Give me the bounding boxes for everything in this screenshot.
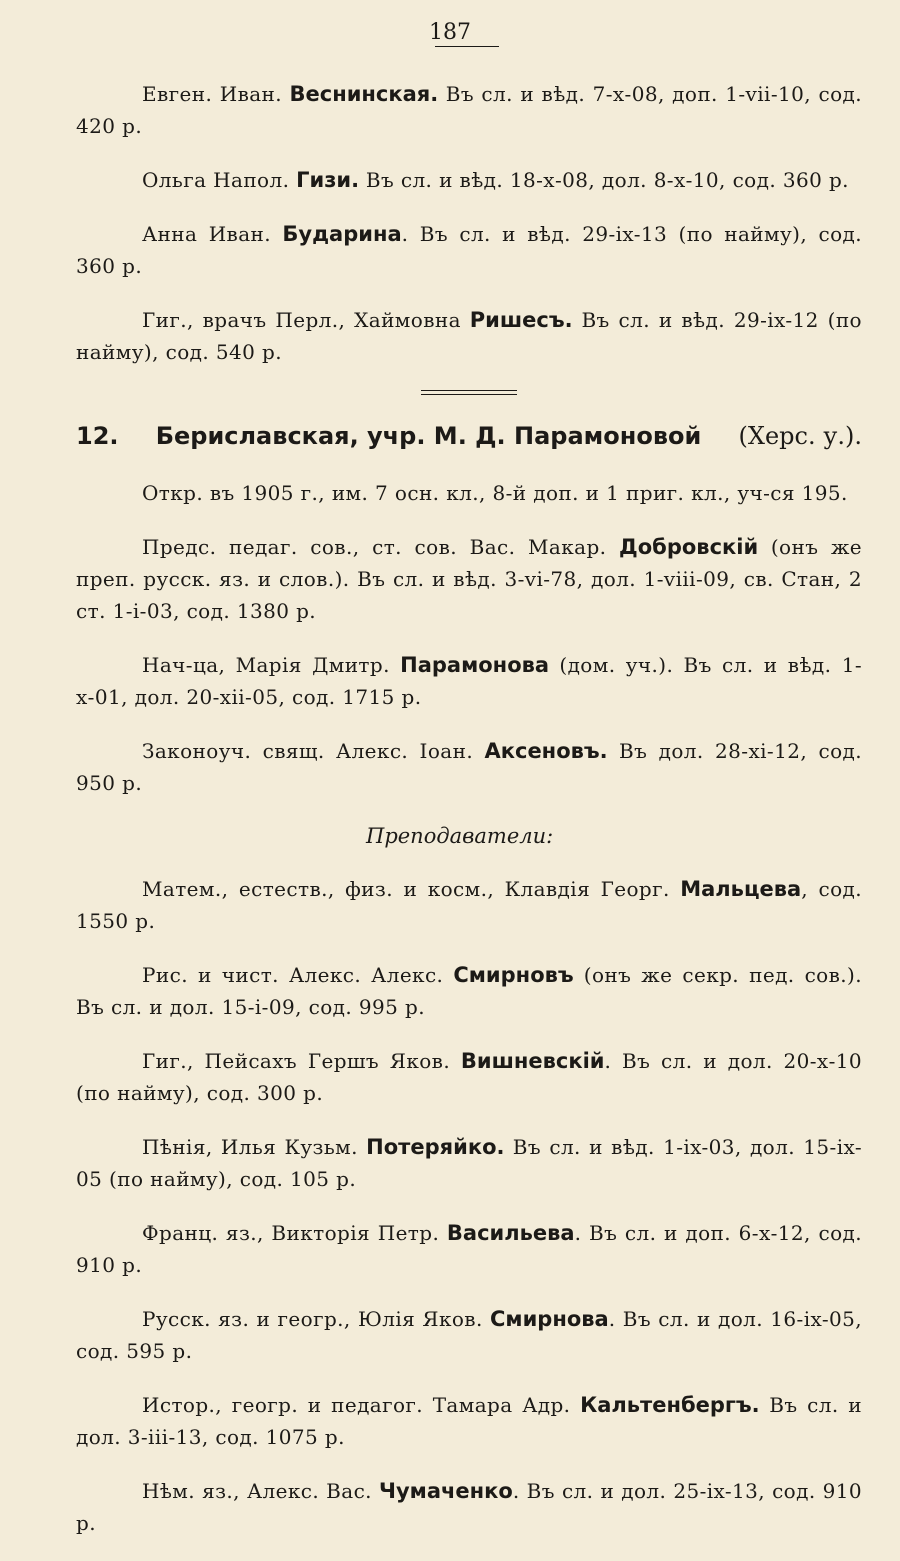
entry-paragraph bbox=[76, 78, 862, 142]
entry-text: Рис. и чист. Алекс. Алекс. bbox=[142, 963, 454, 987]
entry-details: Въ сл. и вѣд. 18-х-08, дол. 8-х-10, сод. 360 р. bbox=[359, 168, 849, 192]
section-district: (Херс. у.). bbox=[738, 422, 862, 450]
entry-paragraph bbox=[76, 164, 862, 196]
entry-surname: Парамонова bbox=[400, 653, 550, 677]
entry-paragraph bbox=[76, 531, 862, 627]
entry-text: Нѣм. яз., Алекс. Вас. bbox=[142, 1479, 379, 1503]
entry-paragraph bbox=[76, 477, 862, 509]
entry-surname: Вишневскій bbox=[460, 1049, 605, 1073]
entry-text: Предс. педаг. сов., ст. сов. Вас. Макар. bbox=[142, 535, 620, 559]
entry-details: (дом. уч.). Въ сл. и вѣд. 1-х-01, дол. 20-xii-05, сод. 1715 р. bbox=[76, 653, 862, 709]
entry-paragraph bbox=[76, 1303, 862, 1367]
entry-surname: Мальцева bbox=[680, 877, 802, 901]
entry-text: Гиг., врачъ Перл., Хаймовна bbox=[142, 308, 470, 332]
main-entries bbox=[76, 477, 862, 799]
entry-text: Гиг., Пейсахъ Гершъ Яков. bbox=[142, 1049, 461, 1073]
entry-details: Въ сл. и вѣд. 7-х-08, доп. 1-vii-10, сод. 420 р. bbox=[76, 82, 862, 138]
entry-paragraph bbox=[76, 1389, 862, 1453]
entry-paragraph bbox=[76, 959, 862, 1023]
entry-paragraph bbox=[76, 1045, 862, 1109]
entry-text: Откр. въ 1905 г., им. 7 осн. кл., 8-й доп. и 1 приг. кл., уч-ся 195. bbox=[142, 481, 848, 505]
entry-surname: Смирновъ bbox=[453, 963, 574, 987]
teachers-heading: Преподаватели: bbox=[366, 824, 554, 848]
entry-details: (онъ же преп. русск. яз. и слов.). Въ сл. и вѣд. 3-vi-78, дол. 1-viii-09, св. Стан, 2 ст. 1-i-03, сод. 1380 р. bbox=[76, 535, 862, 623]
entry-text: Русск. яз. и геогр., Юлія Яков. bbox=[142, 1307, 490, 1331]
entry-text: Евген. Иван. bbox=[142, 82, 290, 106]
entry-details: Въ сл. и дол. 3-iii-13, сод. 1075 р. bbox=[76, 1393, 862, 1449]
section-heading bbox=[76, 419, 862, 453]
entry-surname: Бударина bbox=[282, 222, 402, 246]
section-number: 12. bbox=[76, 422, 119, 450]
entry-text: Нач-ца, Марія Дмитр. bbox=[142, 653, 401, 677]
entry-details: . Въ сл. и вѣд. 29-ix-13 (по найму), сод. 360 р. bbox=[76, 222, 862, 278]
entry-paragraph bbox=[76, 1131, 862, 1195]
page-number: 187 bbox=[429, 20, 471, 45]
entry-text: Пѣнія, Илья Кузьм. bbox=[142, 1135, 367, 1159]
entry-details: . Въ сл. и дол. 20-х-10 (по найму), сод. 300 р. bbox=[76, 1049, 862, 1105]
entry-text: Франц. яз., Викторія Петр. bbox=[142, 1221, 447, 1245]
entry-text: Матем., естеств., физ. и косм., Клавдія Георг. bbox=[142, 877, 681, 901]
entry-details: Въ сл. и вѣд. 29-ix-12 (по найму), сод. 540 р. bbox=[76, 308, 862, 364]
entry-text: Истор., геогр. и педагог. Тамара Адр. bbox=[142, 1393, 581, 1417]
entry-details: , сод. 1550 р. bbox=[76, 877, 862, 933]
entry-surname: Васильева bbox=[446, 1221, 575, 1245]
entry-text: Законоуч. свящ. Алекс. Іоан. bbox=[142, 739, 485, 763]
page-content bbox=[76, 78, 862, 1561]
entry-paragraph bbox=[76, 218, 862, 282]
entry-surname: Кальтенбергъ. bbox=[580, 1393, 760, 1417]
entry-surname: Добровскій bbox=[619, 535, 759, 559]
entry-details: . Въ сл. и дол. 16-ix-05, сод. 595 р. bbox=[76, 1307, 862, 1363]
entry-surname: Потеряйко. bbox=[366, 1135, 505, 1159]
teacher-entries bbox=[76, 873, 862, 1539]
entry-paragraph bbox=[76, 649, 862, 713]
entry-details: (онъ же секр. пед. сов.). Въ сл. и дол. 15-i-09, сод. 995 р. bbox=[76, 963, 862, 1019]
entry-paragraph bbox=[76, 304, 862, 368]
entry-surname: Чумаченко bbox=[379, 1479, 513, 1503]
entry-paragraph bbox=[76, 1217, 862, 1281]
entry-details: Въ сл. и вѣд. 1-ix-03, дол. 15-ix-05 (по найму), сод. 105 р. bbox=[76, 1135, 862, 1191]
entry-details: . Въ сл. и доп. 6-х-12, сод. 910 р. bbox=[76, 1221, 862, 1277]
page-number-rule bbox=[435, 46, 499, 47]
entry-surname: Гизи. bbox=[296, 168, 360, 192]
top-entries bbox=[76, 78, 862, 368]
entry-surname: Ришесъ. bbox=[469, 308, 573, 332]
entry-text: Ольга Напол. bbox=[142, 168, 297, 192]
entry-text: Анна Иван. bbox=[142, 222, 283, 246]
entry-details: Въ дол. 28-xi-12, сод. 950 р. bbox=[76, 739, 862, 795]
entry-details: . Въ сл. и дол. 25-ix-13, сод. 910 р. bbox=[76, 1479, 863, 1535]
entry-surname: Смирнова bbox=[490, 1307, 609, 1331]
entry-paragraph bbox=[76, 873, 862, 937]
entry-surname: Аксеновъ. bbox=[484, 739, 608, 763]
entry-paragraph bbox=[76, 735, 862, 799]
section-divider bbox=[421, 390, 517, 395]
entry-surname: Веснинская. bbox=[289, 82, 439, 106]
section-title: Бериславская, учр. М. Д. Парамоновой bbox=[155, 422, 702, 450]
entry-paragraph bbox=[76, 1475, 862, 1539]
